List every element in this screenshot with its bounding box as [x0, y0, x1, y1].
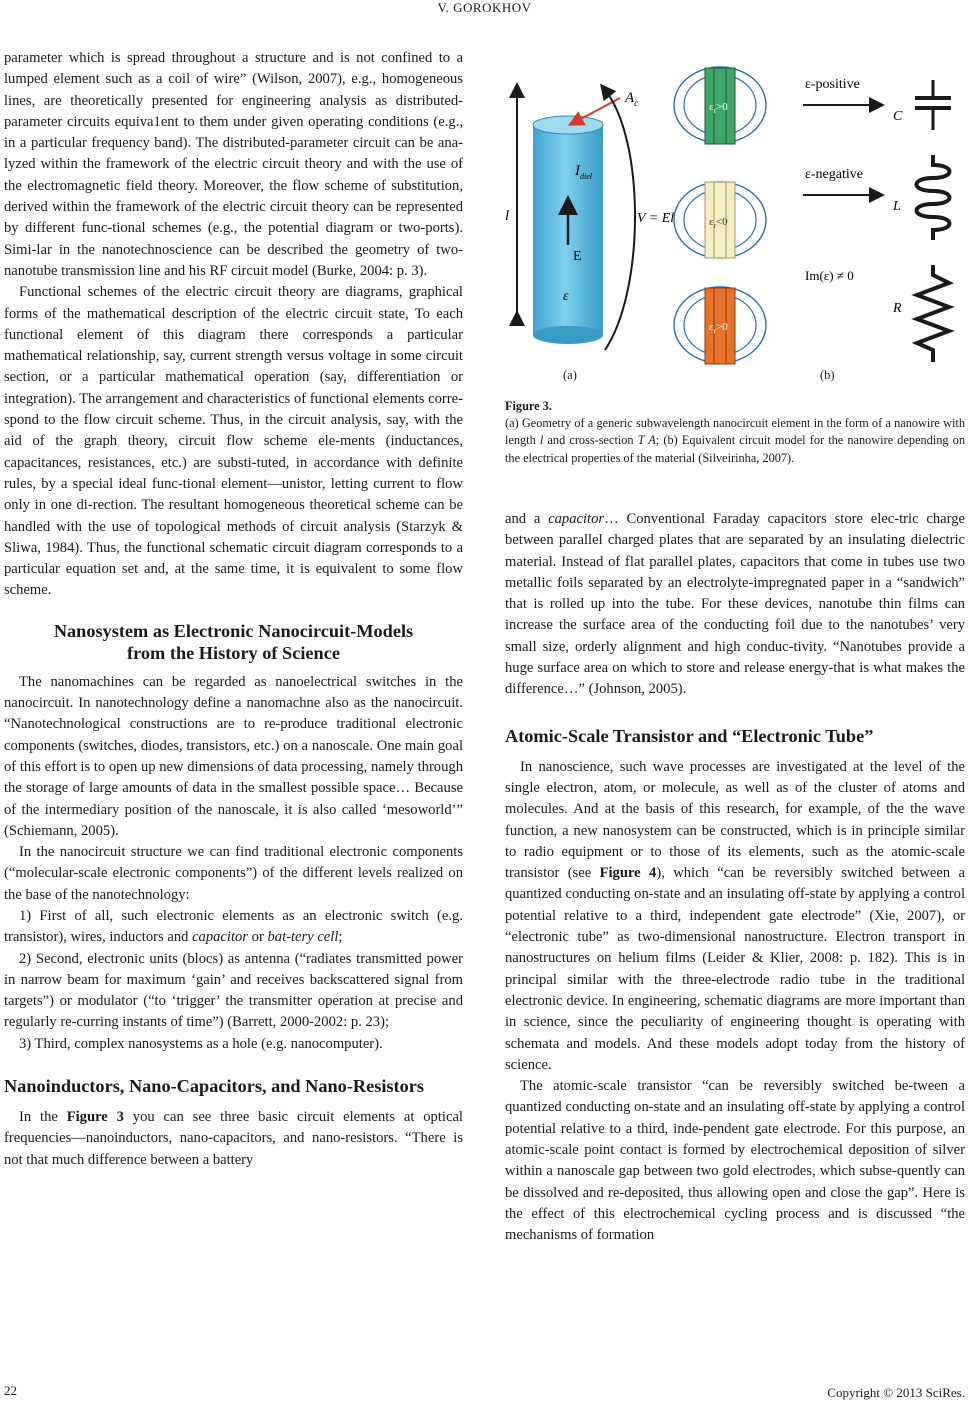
- left-column: [4, 48, 463, 1171]
- svg-text:εr<0: $\varepsilon_r<0$: [709, 216, 728, 230]
- field-label: E: [573, 249, 582, 264]
- current-label: $I_{diel}$: [575, 163, 592, 181]
- resistor-label: R: [893, 301, 902, 316]
- running-head: V. GOROKHOV: [437, 0, 532, 15]
- paragraph: In the Figure 3 you can see three basic circuit elements at optical frequencies—nanoinductors, nano-capacitors, and nano-resistors. “There is not that much difference between a battery: [4, 1109, 463, 1168]
- paragraph: The nanomachines can be regarded as nanoelectrical switches in the nanocircuit. In nanotechnology define a nanomachne also as the nanocircuit. “Nanotechnological constructions are to re-produce traditional electronic components (switches, diodes, transistors, etc.) on a nanoscale. One main goal of this effort is to open up new dimensions of data processing, namely through the storage of large amounts of data in the smallest possible space… Because of the intermediary position of the nanoscale, it is also called ‘mesoworld’” (Schiemann, 2005).: [4, 673, 463, 839]
- inductor-symbol: [917, 155, 950, 240]
- capacitor-symbol: [915, 80, 951, 130]
- paragraph: In the nanocircuit structure we can find traditional electronic components (“molecular-scale electronic components”) of the different levels realized on the base of the nanotechnology:: [4, 844, 463, 903]
- svg-text:εr>0: $\varepsilon_r>0$: [709, 101, 728, 115]
- section-heading: Nanoinductors, Nano-Capacitors, and Nano-Resistors: [4, 1076, 424, 1097]
- resistor-symbol: [917, 265, 949, 362]
- capacitor-label: C: [893, 109, 903, 124]
- figure-label-b: (b): [820, 368, 835, 382]
- section-heading: Atomic-Scale Transistor and “Electronic Tube”: [505, 725, 874, 746]
- paragraph: parameter which is spread throughout a structure and is not confined to a lumped element such as a coil of wire” (Wilson, 2007), e.g., homogeneous lines, are theoretically presented for engineering analysis as distributed-parameter circuits equiva1ent to them under given operating conditions (e.g., in a particular frequency band). The distributed-parameter circuit can be ana-lyzed within the framework of the electric circuit theory and with the use of the electromagnetic field theory. Moreover, the flow scheme of substitution, derived within the framework of the electric circuit theory can be represented by different func-tional schemes (e.g., the potential diagram or two-ports). Simi-lar in the nanotechnoscience can be described the geometry of two-nanotube transmission line and his RF circuit model (Burke, 2004: p. 3).: [4, 50, 463, 279]
- section-heading: [4, 620, 463, 664]
- cylinder-bottom: [533, 326, 603, 344]
- copyright: Copyright © 2013 SciRes.: [827, 1385, 965, 1400]
- rod-epsilon-negative: [674, 182, 766, 258]
- list-item: 2) Second, electronic units (blocs) as antenna (“radiates transmitted power in narrow beam for maximum ‘gain’ and receives backscattered signal from targets”) or modulator (“to ‘trigger’ the transmitter operation at precise and regularly re-curring instants of time”) (Barrett, 2000-2002: p. 23);: [4, 950, 463, 1031]
- epsilon-positive-label: ε-positive: [805, 77, 860, 92]
- page-number: 22: [4, 1383, 17, 1398]
- area-label: $A_c$: [625, 90, 639, 108]
- paragraph: and a capacitor… Conventional Faraday capacitors store elec-tric charge between parallel charged plates that are separated by an insulating dielectric material. Instead of flat parallel plates, capacitors that come in tubes use two metallic foils separated by an electrolyte-impregnated paper in a “sandwich” that is rolled up into the tube. For these devices, nanotube thin films can increase the surface area of the conducting foil due to the nanotubes’ very small size, orderly alignment and high conduc-tivity. “Nanotubes provide a huge surface area on which to store and release energy-that is what makes the difference…” (Johnson, 2005).: [505, 511, 965, 698]
- paragraph: Functional schemes of the electric circuit theory are diagrams, graphical forms of the mathematical description of the electric circuit state, To each functional element of this diagram there corresponds a particular mathematical relationship, say, current strength versus voltage in some circuit section, or a particular mathematical operation (say, differentiation or integration). The arrangement and characteristics of functional elements corre-spond to the flow circuit scheme. Thus, in the circuit analysis, say, with the aid of the graph theory, circuit flow scheme ele-ments (inductances, capacitances, resistances, etc.) are substi-tuted, in accordance with definite rules, by a special ideal func-tional element—unistor, letting current to flow only in one di-rection. The resultant homogeneous theoretical scheme can be handled with the use of topological methods of circuit analysis (Starzyk & Sliwa, 1984). Thus, the functional schematic circuit diagram corresponds to a particular equation set and, at the same time, it is equivalent to some flow scheme.: [4, 284, 463, 599]
- nanowire-diagram: [505, 90, 674, 350]
- paragraph: The atomic-scale transistor “can be reversibly switched be-tween a quantized conducting on-state and an insulating off-state by applying a control potential relative to a third, inde-pendent gate electrode. For this purpose, an atomic-scale point contact is formed by electrochemical deposition of silver within a nanoscale gap between two gold electrodes, which subse-quently can be dissolved and re-deposited, thus allowing open and close the gap”. Here is the effect of this electrochemical cycling process and is discussed “the mechanisms of formation: [505, 1078, 965, 1244]
- material-cases: [674, 67, 766, 364]
- im-epsilon-label: Im(ε) ≠ 0: [805, 268, 854, 283]
- list-item: 3) Third, complex nanosystems as a hole (e.g. nanocomputer).: [19, 1035, 383, 1052]
- inductor-label: L: [893, 199, 901, 214]
- figure-3: [505, 50, 965, 380]
- epsilon-label: ε: [563, 289, 569, 304]
- heading-line-1: Nanosystem as Electronic Nanocircuit-Models: [53, 620, 414, 641]
- figure-title: Figure 3.: [505, 399, 552, 413]
- heading-line-2: from the History of Science: [127, 642, 340, 663]
- voltage-arrow: [605, 90, 635, 350]
- svg-text:εr>0: $\varepsilon_r>0$: [709, 321, 728, 335]
- cylinder-top: [533, 116, 603, 134]
- rod-epsilon-lossy: [674, 287, 766, 364]
- figure-3-graphic: [505, 50, 965, 380]
- rod-epsilon-positive: [674, 67, 766, 144]
- right-column: [505, 509, 965, 1247]
- caption-text: (a) Geometry of a generic subwavelength nanocircuit element in the form of a nanowire with length l and cross-section T A; (b) Equivalent circuit model for the nanowire depending on the electrical properties of the material (Silveirinha, 2007).: [505, 416, 965, 465]
- figure-label-a: (a): [563, 368, 577, 382]
- voltage-label: V = El: [637, 211, 675, 226]
- length-label: l: [505, 208, 510, 224]
- epsilon-negative-label: ε-negative: [805, 167, 863, 182]
- paragraph: In nanoscience, such wave processes are investigated at the level of the single electron, atom, or molecule, as well as of the cluster of atoms and molecules. And at the basis of this research, for example, of the the wave function, a new nanosystem can be constructed, which is in principle similar to radio equipment or to those of its elements, such as the atomic-scale transistor (see Figure 4), which “can be reversibly switched between a quantized conducting on-state and an insulating off-state by applying a control potential relative to a third, independent gate electrode” (Xie, 2007), or “electronic tube” as two-dimensional nanostructure. Electron transport in nanostructures on helium films (Leider & Klier, 2008: p. 182). This is in principal similar with the three-electrode radio tube in the traditional electronic device. In engineering, schematic diagrams are more important than in science, since the peculiarity of engineering thought is operating with schemata and models. And these models adopt today from the history of science.: [505, 758, 965, 1073]
- list-item: 1) First of all, such electronic elements as an electronic switch (e.g. transistor), wires, inductors and capacitor or bat-tery cell;: [4, 907, 463, 946]
- figure-caption: [505, 398, 965, 467]
